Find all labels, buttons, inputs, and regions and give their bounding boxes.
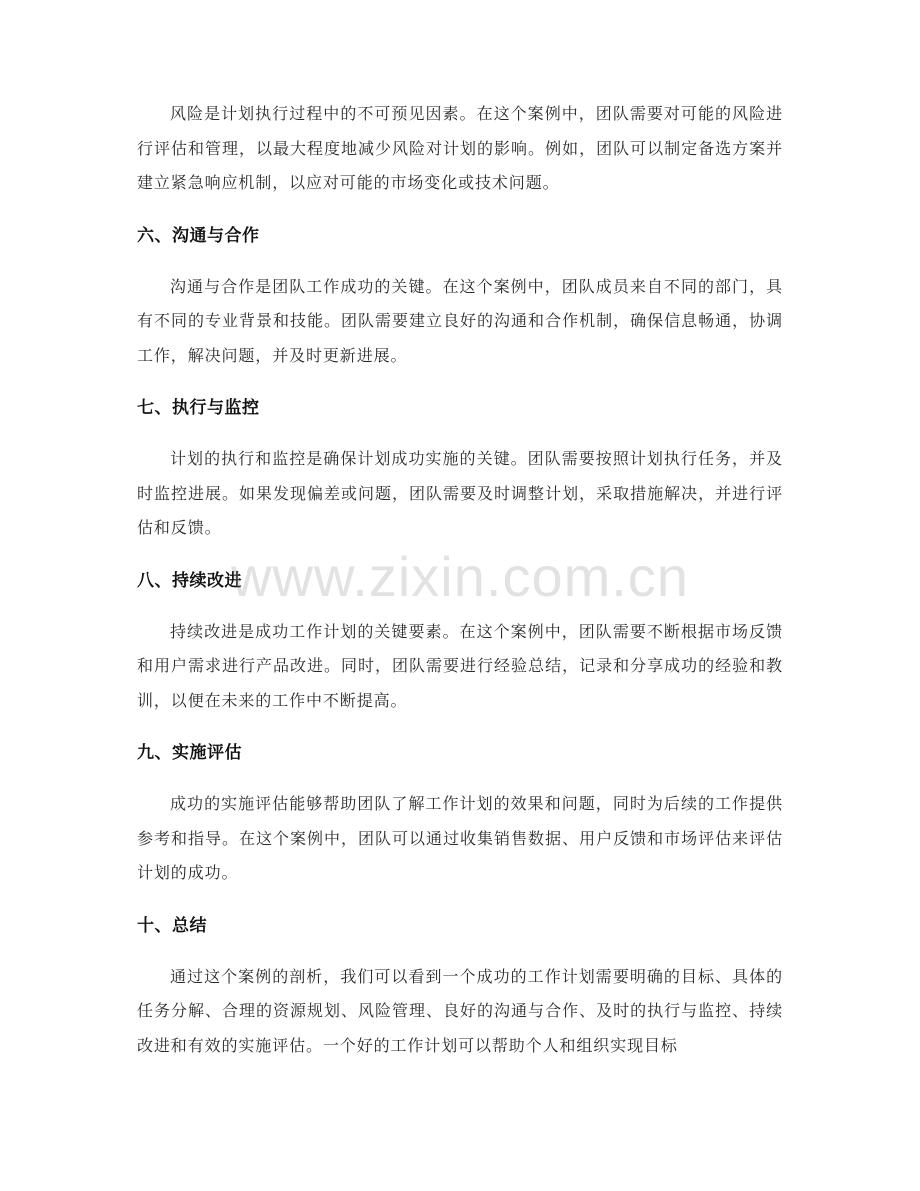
document-body xyxy=(137,97,783,1063)
paragraph-execution: 计划的执行和监控是确保计划成功实施的关键。团队需要按照计划执行任务，并及时监控进展。如果发现偏差或问题，团队需要及时调整计划，采取措施解决，并进行评估和反馈。 xyxy=(137,449,783,537)
watermark: www.zixin.com.cn xyxy=(231,545,689,608)
heading-summary: 十、总结 xyxy=(137,915,207,936)
paragraph-risk: 风险是计划执行过程中的不可预见因素。在这个案例中，团队需要对可能的风险进行评估和管理，以最大程度地减少风险对计划的影响。例如，团队可以制定备选方案并建立紧急响应机制，以应对可能的市场变化或技术问题。 xyxy=(137,104,783,192)
heading-improvement: 八、持续改进 xyxy=(137,570,242,591)
paragraph-communication: 沟通与合作是团队工作成功的关键。在这个案例中，团队成员来自不同的部门，具有不同的专业背景和技能。团队需要建立良好的沟通和合作机制，确保信息畅通，协调工作，解决问题，并及时更新进展。 xyxy=(137,276,783,365)
heading-evaluation: 九、实施评估 xyxy=(137,743,242,763)
paragraph-improvement: 持续改进是成功工作计划的关键要素。在这个案例中，团队需要不断根据市场反馈和用户需求进行产品改进。同时，团队需要进行经验总结，记录和分享成功的经验和教训，以便在未来的工作中不断提高。 xyxy=(137,621,783,710)
paragraph-evaluation: 成功的实施评估能够帮助团队了解工作计划的效果和问题，同时为后续的工作提供参考和指导。在这个案例中，团队可以通过收集销售数据、用户反馈和市场评估来评估计划的成功。 xyxy=(137,794,783,882)
heading-communication: 六、沟通与合作 xyxy=(137,225,260,246)
heading-execution: 七、执行与监控 xyxy=(137,398,260,418)
paragraph-summary: 通过这个案例的剖析，我们可以看到一个成功的工作计划需要明确的目标、具体的任务分解、合理的资源规划、风险管理、良好的沟通与合作、及时的执行与监控、持续改进和有效的实施评估。一个好的工作计划可以帮助个人和组织实现目标 xyxy=(137,966,783,1055)
